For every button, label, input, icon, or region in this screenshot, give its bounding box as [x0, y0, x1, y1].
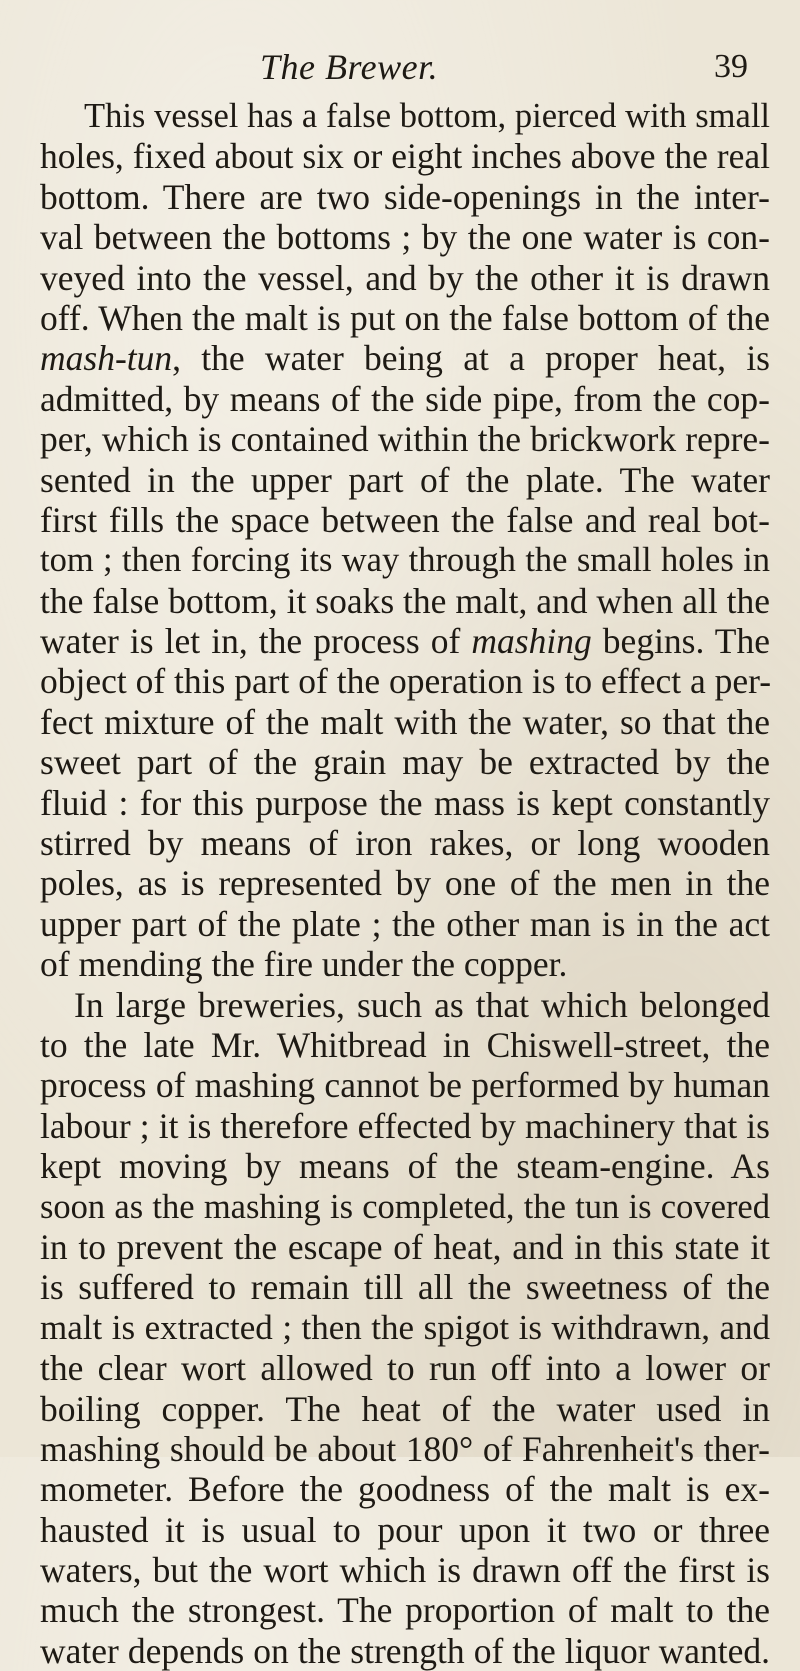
text-line: water is let in, the process of mashing begins. The	[40, 621, 770, 662]
text-line: holes, fixed about six or eight inches above the real	[40, 136, 770, 177]
text-line: mashing should be about 180° of Fahrenheit's ther-	[40, 1428, 770, 1469]
text-line: val between the bottoms ; by the one water is con-	[40, 217, 770, 258]
text-line: hausted it is usual to pour upon it two or three	[40, 1509, 770, 1550]
text-line: admitted, by means of the side pipe, from the cop-	[40, 378, 770, 419]
text-line: In large breweries, such as that which belonged	[74, 984, 770, 1025]
text-line: is suffered to remain till all the sweetness of the	[40, 1267, 770, 1308]
text-line: sweet part of the grain may be extracted by the	[40, 742, 770, 783]
text-line: soon as the mashing is completed, the tun is covered	[40, 1187, 770, 1226]
text-line: process of mashing cannot be performed by human	[40, 1065, 770, 1106]
text-line: labour ; it is therefore effected by machinery that is	[40, 1105, 770, 1146]
text-line: bottom. There are two side-openings in the inter-	[40, 176, 770, 217]
text-line: kept moving by means of the steam-engine. As	[40, 1146, 770, 1187]
text-line: fluid : for this purpose the mass is kept constantly	[40, 782, 770, 823]
text-line: This vessel has a false bottom, pierced with small	[84, 97, 770, 135]
page-number: 39	[714, 48, 748, 85]
text-line: stirred by means of iron rakes, or long wooden	[40, 823, 770, 864]
text-line: water depends on the strength of the liquor wanted.	[40, 1630, 770, 1671]
text-line: per, which is contained within the brickwork repre-	[40, 419, 770, 460]
body-text	[40, 96, 770, 1671]
text-line: malt is extracted ; then the spigot is withdrawn, and	[40, 1307, 770, 1347]
text-line: in to prevent the escape of heat, and in this state it	[40, 1226, 770, 1267]
text-line: tom ; then forcing its way through the small holes in	[40, 541, 770, 580]
text-line: the clear wort allowed to run off into a lower or	[40, 1348, 770, 1389]
text-line: mash-tun, the water being at a proper heat, is	[40, 338, 770, 379]
text-line: mometer. Before the goodness of the malt is ex-	[40, 1469, 770, 1510]
text-line: waters, but the wort which is drawn off the first is	[40, 1550, 770, 1591]
text-line: the false bottom, it soaks the malt, and when all the	[40, 580, 770, 621]
text-line: poles, as is represented by one of the men in the	[40, 863, 770, 904]
running-title: The Brewer.	[260, 47, 439, 87]
text-line: of mending the fire under the copper.	[40, 944, 568, 985]
text-line: upper part of the plate ; the other man is in the act	[40, 903, 770, 944]
text-line: much the strongest. The proportion of malt to the	[40, 1590, 770, 1631]
text-line: off. When the malt is put on the false bottom of the	[40, 297, 770, 338]
text-line: sented in the upper part of the plate. The water	[40, 459, 770, 500]
running-head	[40, 42, 770, 92]
text-line: fect mixture of the malt with the water, so that the	[40, 701, 770, 742]
text-line: first fills the space between the false and real bot-	[40, 499, 770, 540]
text-line: veyed into the vessel, and by the other it is drawn	[40, 257, 770, 298]
text-line: boiling copper. The heat of the water used in	[40, 1388, 770, 1429]
text-line: to the late Mr. Whitbread in Chiswell-street, the	[40, 1024, 770, 1065]
text-line: object of this part of the operation is to effect a per-	[40, 661, 772, 702]
